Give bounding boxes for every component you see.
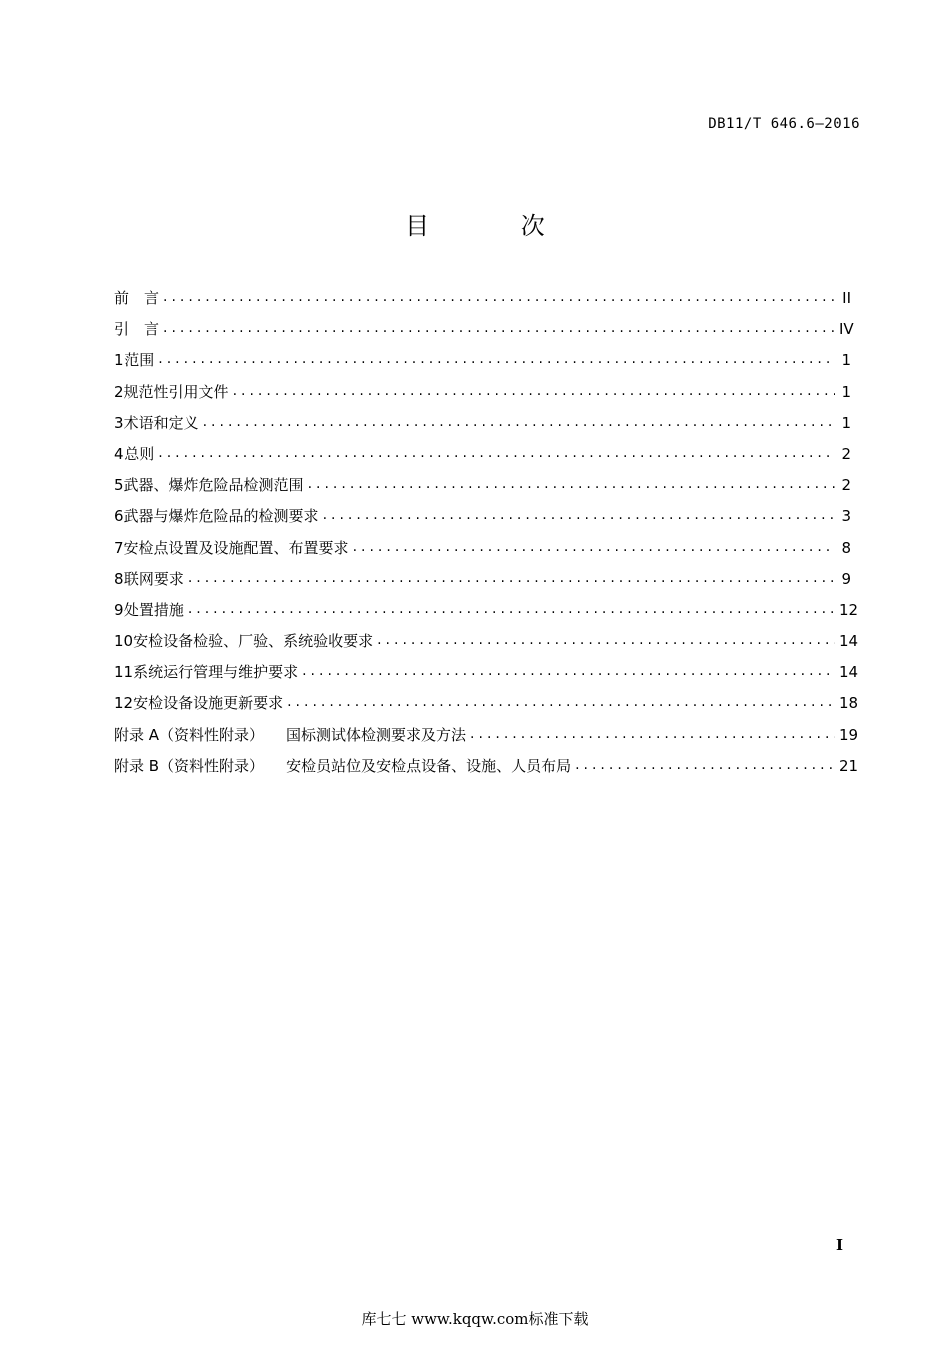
toc-page-number: 1 [841,413,851,432]
toc-page-number: 3 [841,507,851,526]
toc-label: 术语和定义 [123,413,199,432]
toc-item-introduction[interactable] [114,317,854,348]
toc-item-foreword[interactable] [114,286,851,317]
toc-page-number: 1 [841,382,851,401]
toc-appendix-title: 国标测试体检测要求及方法 [286,725,467,744]
toc-leader-dots [287,690,835,714]
toc-page-number: 2 [841,444,851,463]
toc-leader-dots [158,441,835,465]
page-number: I [836,1236,844,1254]
toc-section-number: 1 [114,351,124,370]
toc-section-number: 4 [114,444,124,463]
toc-item-11[interactable] [114,660,859,691]
toc-label: 总则 [124,444,155,463]
toc-label: 系统运行管理与维护要求 [133,663,299,682]
toc-leader-dots [233,379,835,403]
toc-label: 武器与爆炸危险品的检测要求 [123,507,319,526]
toc-leader-dots [163,285,835,309]
toc-item-10[interactable] [114,629,859,660]
toc-label: 范围 [124,351,155,370]
table-of-contents [114,286,859,785]
toc-leader-dots [163,316,835,340]
toc-label: 附录 A（资料性附录） [114,725,265,744]
toc-section-number: 7 [114,538,124,557]
toc-page-number: IV [839,320,854,339]
footer-watermark: 库七七 www.kqqw.com标准下载 [361,1310,589,1328]
toc-section-number: 5 [114,476,124,495]
toc-label: 安检设备设施更新要求 [133,694,284,713]
toc-page-number: 21 [839,756,859,775]
page-title: 目 次 [405,212,587,240]
toc-label: 处置措施 [123,600,184,619]
toc-page-number: 12 [839,600,859,619]
toc-item-4[interactable] [114,442,851,473]
toc-item-7[interactable] [114,536,851,567]
toc-leader-dots [203,410,835,434]
toc-page-number: 14 [839,663,859,682]
toc-page-number: 14 [839,632,859,651]
toc-page-number: 18 [839,694,859,713]
toc-leader-dots [308,472,835,496]
toc-leader-dots [470,722,835,746]
toc-label: 武器、爆炸危险品检测范围 [123,476,304,495]
toc-item-9[interactable] [114,598,859,629]
toc-item-5[interactable] [114,473,851,504]
toc-section-number: 3 [114,413,124,432]
toc-item-2[interactable] [114,380,851,411]
toc-leader-dots [302,659,835,683]
toc-label: 安检点设置及设施配置、布置要求 [123,538,349,557]
toc-label: 附录 B（资料性附录） [114,756,265,775]
toc-section-number: 11 [114,663,134,682]
toc-leader-dots [353,535,835,559]
toc-page-number: II [842,289,851,307]
toc-label: 规范性引用文件 [123,382,229,401]
toc-page-number: 8 [841,538,851,557]
toc-item-12[interactable] [114,691,859,722]
toc-appendix-title: 安检员站位及安检点设备、设施、人员布局 [286,756,572,775]
toc-label: 联网要求 [123,569,184,588]
toc-section-number: 10 [114,632,134,651]
toc-section-number: 6 [114,507,124,526]
toc-leader-dots [575,753,835,777]
toc-leader-dots [323,503,835,527]
toc-item-appendix-b[interactable] [114,754,859,785]
toc-item-3[interactable] [114,411,851,442]
document-code: DB11/T 646.6—2016 [708,116,860,132]
toc-section-number: 12 [114,694,134,713]
toc-item-appendix-a[interactable] [114,723,859,754]
toc-item-6[interactable] [114,504,851,535]
toc-page-number: 19 [839,725,859,744]
toc-section-number: 9 [114,600,124,619]
toc-item-8[interactable] [114,567,851,598]
toc-section-number: 8 [114,569,124,588]
toc-leader-dots [377,628,835,652]
toc-page-number: 2 [841,476,851,495]
toc-label: 引 言 [114,320,160,339]
toc-label: 前 言 [114,289,160,307]
toc-label: 安检设备检验、厂验、系统验收要求 [133,632,374,651]
toc-page-number: 9 [841,569,851,588]
toc-leader-dots [188,566,835,590]
toc-item-1[interactable] [114,348,851,379]
toc-leader-dots [188,597,835,621]
toc-leader-dots [158,347,835,371]
toc-page-number: 1 [841,351,851,370]
toc-section-number: 2 [114,382,124,401]
